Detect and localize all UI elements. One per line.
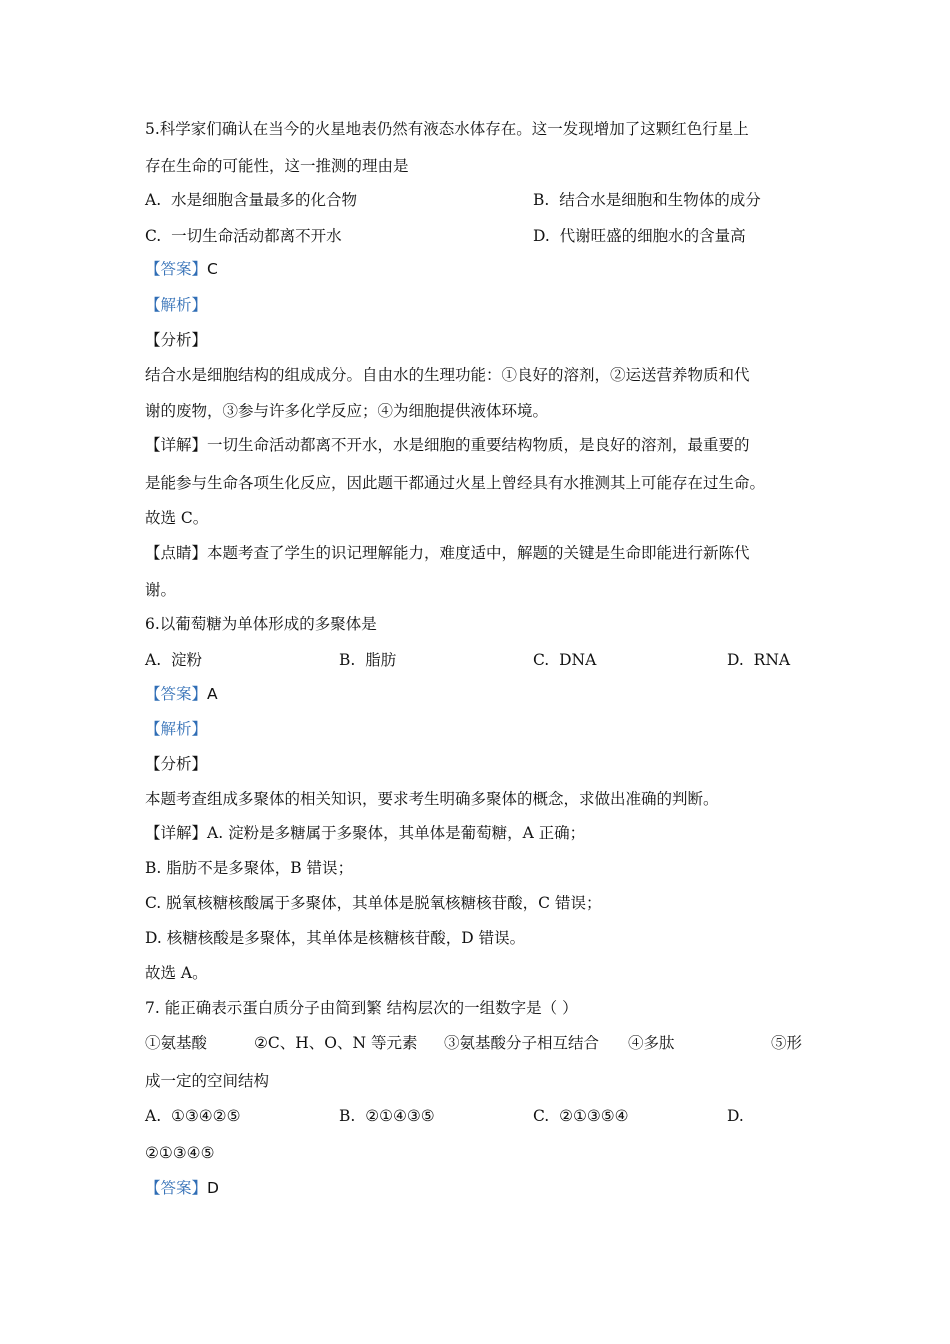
q5-dianjing-line-2: 谢。 bbox=[145, 581, 177, 599]
q7-answer-line bbox=[145, 1178, 219, 1198]
q5-fenxi-line-2: 谢的废物，③参与许多化学反应；④为细胞提供液体环境。 bbox=[145, 402, 549, 420]
q6-answer-line bbox=[145, 684, 218, 704]
q5-stem-line-1: 5.科学家们确认在当今的火星地表仍然有液态水体存在。这一发现增加了这颗红色行星上 bbox=[145, 120, 749, 138]
q6-stem: 6.以葡萄糖为单体形成的多聚体是 bbox=[145, 615, 377, 633]
q5-option-a bbox=[145, 190, 357, 210]
q7-item-3: ③氨基酸分子相互结合 bbox=[444, 1034, 600, 1052]
option-letter: C. bbox=[533, 651, 550, 669]
answer-value: D bbox=[207, 1179, 219, 1197]
q7-item-5: ⑤形 bbox=[771, 1034, 803, 1052]
option-text: ②①③⑤④ bbox=[559, 1107, 629, 1125]
q5-stem-line-2: 存在生命的可能性，这一推测的理由是 bbox=[145, 157, 409, 175]
fenxi-tag: 【分析】 bbox=[145, 331, 208, 349]
q5-option-d bbox=[533, 226, 746, 246]
q6-detail-line-1 bbox=[145, 823, 585, 843]
option-text: RNA bbox=[753, 651, 791, 669]
q6-fenxi-line-1: 本题考查组成多聚体的相关知识，要求考生明确多聚体的概念，求做出准确的判断。 bbox=[145, 790, 719, 808]
q5-analysis-tag-line bbox=[145, 295, 207, 315]
q7-option-d bbox=[727, 1106, 744, 1126]
q6-option-d bbox=[727, 650, 790, 670]
q5-dianjing-line-1 bbox=[145, 543, 750, 563]
option-letter: B. bbox=[339, 651, 356, 669]
q5-answer-line bbox=[145, 259, 218, 279]
option-letter: A. bbox=[145, 1107, 162, 1125]
q5-detail-line-2: 是能参与生命各项生化反应，因此题干都通过火星上曾经具有水推测其上可能存在过生命。 bbox=[145, 474, 766, 492]
fenxi-tag: 【分析】 bbox=[145, 755, 208, 773]
answer-tag: 【答案】 bbox=[145, 260, 208, 278]
option-letter: B. bbox=[533, 191, 550, 209]
q7-option-c bbox=[533, 1106, 629, 1126]
q7-item-4: ④多肽 bbox=[628, 1034, 675, 1052]
option-letter: B. bbox=[339, 1107, 356, 1125]
option-letter: C. bbox=[533, 1107, 550, 1125]
option-letter: A. bbox=[145, 651, 162, 669]
q6-detail-line-2: B. 脂肪不是多聚体，B 错误； bbox=[145, 859, 354, 877]
q5-fenxi-tag-line bbox=[145, 330, 207, 350]
q7-item-1: ①氨基酸 bbox=[145, 1034, 208, 1052]
option-text: 淀粉 bbox=[170, 651, 202, 669]
q6-fenxi-tag-line bbox=[145, 754, 207, 774]
q7-item-2: ②C、H、O、N 等元素 bbox=[254, 1034, 418, 1052]
dianjing-tag: 【点睛】 bbox=[145, 544, 208, 562]
q5-option-c bbox=[145, 226, 342, 246]
dianjing-text: 本题考查了学生的识记理解能力，难度适中，解题的关键是生命即能进行新陈代 bbox=[207, 544, 750, 562]
detail-tag: 【详解】 bbox=[145, 824, 208, 842]
detail-text: A. 淀粉是多糖属于多聚体，其单体是葡萄糖，A 正确； bbox=[207, 824, 586, 842]
q7-option-b bbox=[339, 1106, 435, 1126]
option-text: 代谢旺盛的细胞水的含量高 bbox=[559, 227, 746, 245]
answer-tag: 【答案】 bbox=[145, 685, 208, 703]
q5-fenxi-line-1: 结合水是细胞结构的组成成分。自由水的生理功能：①良好的溶剂，②运送营养物质和代 bbox=[145, 366, 750, 384]
q6-option-b bbox=[339, 650, 396, 670]
option-text: ②①④③⑤ bbox=[365, 1107, 435, 1125]
q5-detail-line-1 bbox=[145, 435, 750, 455]
q6-detail-line-4: D. 核糖核酸是多聚体，其单体是核糖核苷酸，D 错误。 bbox=[145, 929, 526, 947]
q7-stem: 7. 能正确表示蛋白质分子由简到繁 结构层次的一组数字是（ ） bbox=[145, 999, 578, 1017]
option-letter: D. bbox=[533, 227, 550, 245]
q6-analysis-tag-line bbox=[145, 719, 207, 739]
option-text: 脂肪 bbox=[365, 651, 397, 669]
option-letter: D. bbox=[727, 651, 744, 669]
option-letter: A. bbox=[145, 191, 162, 209]
option-letter: D. bbox=[727, 1107, 744, 1125]
option-text: DNA bbox=[559, 651, 597, 669]
detail-text: 一切生命活动都离不开水，水是细胞的重要结构物质，是良好的溶剂，最重要的 bbox=[207, 436, 750, 454]
q6-option-c bbox=[533, 650, 596, 670]
q5-detail-line-3: 故选 C。 bbox=[145, 509, 209, 527]
q6-detail-line-5: 故选 A。 bbox=[145, 964, 208, 982]
analysis-tag: 【解析】 bbox=[145, 720, 208, 738]
option-text: 结合水是细胞和生物体的成分 bbox=[559, 191, 761, 209]
q6-detail-line-3: C. 脱氧核糖核酸属于多聚体，其单体是脱氧核糖核苷酸，C 错误； bbox=[145, 894, 602, 912]
option-text: 水是细胞含量最多的化合物 bbox=[170, 191, 357, 209]
q7-option-a bbox=[145, 1106, 240, 1126]
option-letter: C. bbox=[145, 227, 162, 245]
q7-item-5-cont: 成一定的空间结构 bbox=[145, 1072, 270, 1090]
q6-option-a bbox=[145, 650, 202, 670]
analysis-tag: 【解析】 bbox=[145, 296, 208, 314]
q5-option-b bbox=[533, 190, 761, 210]
option-text: 一切生命活动都离不开水 bbox=[171, 227, 342, 245]
detail-tag: 【详解】 bbox=[145, 436, 208, 454]
q7-option-d-text: ②①③④⑤ bbox=[145, 1144, 215, 1162]
answer-value: A bbox=[207, 685, 218, 703]
answer-value: C bbox=[207, 260, 218, 278]
option-text: ①③④②⑤ bbox=[170, 1107, 241, 1125]
answer-tag: 【答案】 bbox=[145, 1179, 208, 1197]
